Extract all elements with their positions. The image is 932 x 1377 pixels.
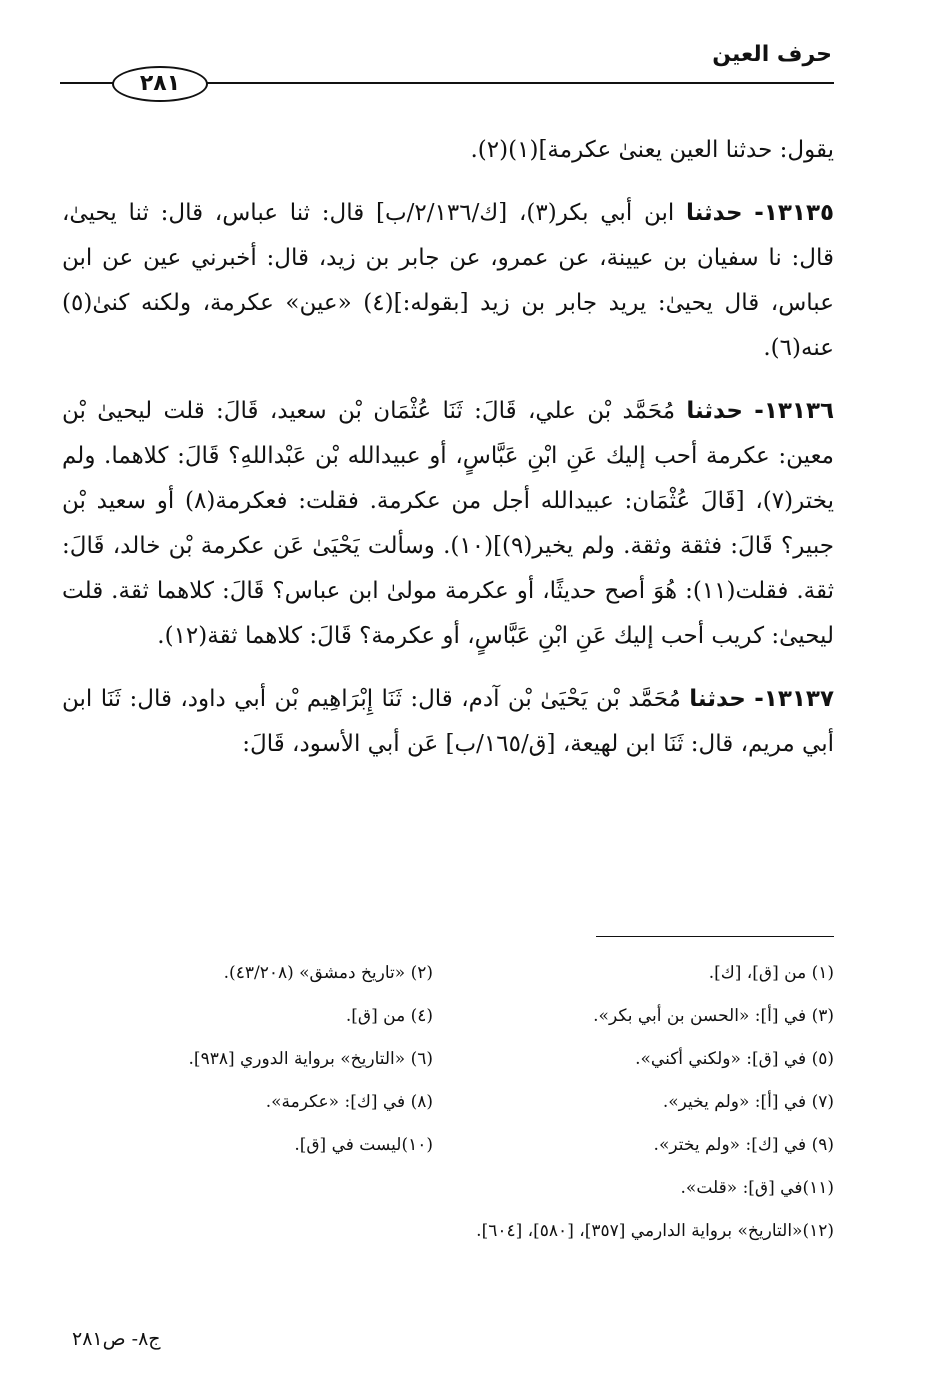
footnote: (٦) «التاريخ» برواية الدوري [٩٣٨]. bbox=[188, 1049, 433, 1069]
footnotes bbox=[62, 952, 834, 1253]
running-header-title: حرف العين bbox=[712, 42, 832, 67]
footnote: (٨) في [ك]: «عكرمة». bbox=[265, 1092, 433, 1112]
hadith-keyword: حدثنا bbox=[686, 398, 743, 424]
paragraph-text: مُحَمَّد بْن يَحْيَىٰ بْن آدم، قال: ثَنَا إِبْرَاهِيم بْن أبي داود، قال: ثَنَا ابن أبي مريم، قال: ثَنَا ابن لهيعة، [ق/١٦٥/ب] عَن أبي الأسود، قَالَ: bbox=[62, 686, 834, 757]
main-text bbox=[62, 128, 834, 785]
footnote: (٩) في [ك]: «ولم يختر». bbox=[653, 1135, 834, 1155]
hadith-number: ١٣١٣٧- bbox=[754, 686, 834, 712]
footnote: (٥) في [ق]: «ولكني أكني». bbox=[635, 1049, 834, 1069]
footnote: (٣) في [أ]: «الحسن بن أبي بكر». bbox=[593, 1006, 834, 1026]
hadith-number: ١٣١٣٦- bbox=[754, 398, 835, 424]
footnote-divider bbox=[596, 936, 834, 937]
footnote: (١٢)«التاريخ» برواية الدارمي [٣٥٧]، [٥٨٠]، [٦٠٤]. bbox=[476, 1221, 834, 1241]
footnote bbox=[62, 1167, 433, 1210]
paragraph-text: ابن أبي بكر(٣)، [ك/٢/١٣٦/ب] قال: ثنا عباس، قال: ثنا يحيىٰ، قال: نا سفيان بن عيينة، عن عمرو، عن جابر بن زيد، قال: أخبرني عين عن ابن عباس، قال يحيىٰ: يريد جابر بن زيد [بقوله:](٤) «عين» عكرمة، ولكنه كنىٰ(٥) عنه(٦). bbox=[62, 200, 834, 361]
paragraph bbox=[62, 389, 834, 659]
hadith-keyword: حدثنا bbox=[689, 686, 746, 712]
footnote: (١) من [ق]، [ك]. bbox=[708, 963, 834, 983]
footnote: (١١)في [ق]: «قلت». bbox=[680, 1178, 834, 1198]
footnote: (٢) «تاريخ دمشق» (٤٣/٢٠٨). bbox=[223, 963, 433, 983]
footnote: (١٠)ليست في [ق]. bbox=[294, 1135, 433, 1155]
hadith-keyword: حدثنا bbox=[686, 200, 743, 226]
page-number-badge: ٢٨١ bbox=[112, 66, 208, 102]
volume-page-reference: ج٨- ص٢٨١ bbox=[72, 1328, 161, 1350]
footnote: (٤) من [ق]. bbox=[345, 1006, 433, 1026]
footnote: (٧) في [أ]: «ولم يخير». bbox=[662, 1092, 834, 1112]
hadith-number: ١٣١٣٥- bbox=[754, 200, 835, 226]
paragraph bbox=[62, 677, 834, 767]
paragraph-text: يقول: حدثنا العين يعنىٰ عكرمة](١)(٢). bbox=[470, 137, 834, 163]
paragraph bbox=[62, 191, 834, 371]
paragraph bbox=[62, 128, 834, 173]
paragraph-text: مُحَمَّد بْن علي، قَالَ: ثَنَا عُثْمَان بْن سعيد، قَالَ: قلت ليحيىٰ بْن معين: عكرمة أحب إليك عَنِ ابْنِ عَبَّاسٍ، أو عبيدالله بْن عَبْداللهِ؟ قَالَ: كلاهما. ولم يختر(٧)، [قَالَ عُثْمَان: عبيدالله أجل من عكرمة. فقلت: فعكرمة(٨) أو سعيد بْن جبير؟ قَالَ: فثقة وثقة. ولم يخير(٩)](١٠). وسألت يَحْيَىٰ عَن عكرمة بْن خالد، قَالَ: ثقة. فقلت(١١): هُوَ أصح حديثًا، أو عكرمة مولىٰ ابن عباس؟ قَالَ: كلاهما ثقة. قلت ليحيىٰ: كريب أحب إليك عَنِ ابْنِ عَبَّاسٍ، أو عكرمة؟ قَالَ: كلاهما ثقة(١٢). bbox=[62, 398, 835, 649]
